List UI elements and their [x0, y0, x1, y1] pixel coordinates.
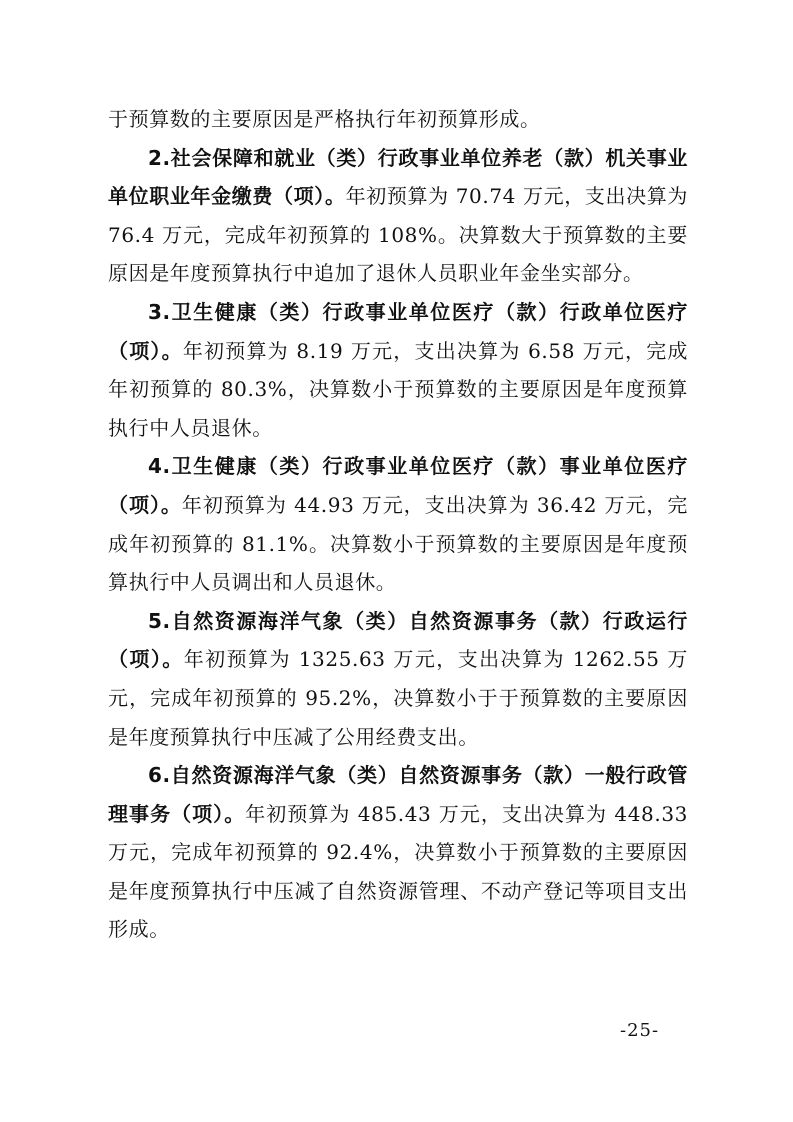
paragraph-body: 年初预算为 70.74 万元，支出决算为 76.4 万元，完成年初预算的 108%。决算数大于预算数的主要原因是年度预算执行中追加了退休人员职业年金坐实部分。 — [108, 184, 688, 286]
paragraph-body: 年初预算为 8.19 万元，支出决算为 6.58 万元，完成年初预算的 80.3%，决算数小于预算数的主要原因是年度预算执行中人员退休。 — [108, 338, 688, 440]
paragraph-heading: 2.社会保障和就业（类）行政事业单位养老（款）机关事业单位职业年金缴费（项）。 — [108, 145, 688, 209]
paragraph-heading: 5.自然资源海洋气象（类）自然资源事务（款）行政运行（项）。 — [108, 608, 688, 672]
paragraph-body: 年初预算为 44.93 万元，支出决算为 36.42 万元，完成年初预算的 81.1%。决算数小于预算数的主要原因是年度预算执行中人员调出和人员退休。 — [108, 492, 689, 595]
paragraph-continuation — [108, 100, 688, 139]
paragraph-item-4 — [108, 447, 688, 601]
paragraph-body: 年初预算为 485.43 万元，支出决算为 448.33 万元，完成年初预算的 92.4%，决算数小于预算数的主要原因是年度预算执行中压减了自然资源管理、不动产登记等项目支出形成。 — [108, 801, 688, 942]
paragraph-body: 于预算数的主要原因是严格执行年初预算形成。 — [108, 107, 541, 131]
paragraph-heading: 4.卫生健康（类）行政事业单位医疗（款）事业单位医疗（项）。 — [108, 454, 688, 517]
paragraph-heading: 3.卫生健康（类）行政事业单位医疗（款）行政单位医疗（项）。 — [108, 299, 688, 363]
paragraph-item-5 — [108, 602, 688, 756]
document-page — [108, 100, 688, 949]
paragraph-item-6 — [108, 756, 688, 949]
page-number: -25- — [620, 1020, 660, 1041]
paragraph-heading: 6.自然资源海洋气象（类）自然资源事务（款）一般行政管理事务（项）。 — [108, 763, 688, 826]
paragraph-item-3 — [108, 293, 688, 447]
paragraph-body: 年初预算为 1325.63 万元，支出决算为 1262.55 万元，完成年初预算的 95.2%，决算数小于于预算数的主要原因是年度预算执行中压减了公用经费支出。 — [108, 647, 688, 749]
paragraph-item-2 — [108, 139, 688, 293]
